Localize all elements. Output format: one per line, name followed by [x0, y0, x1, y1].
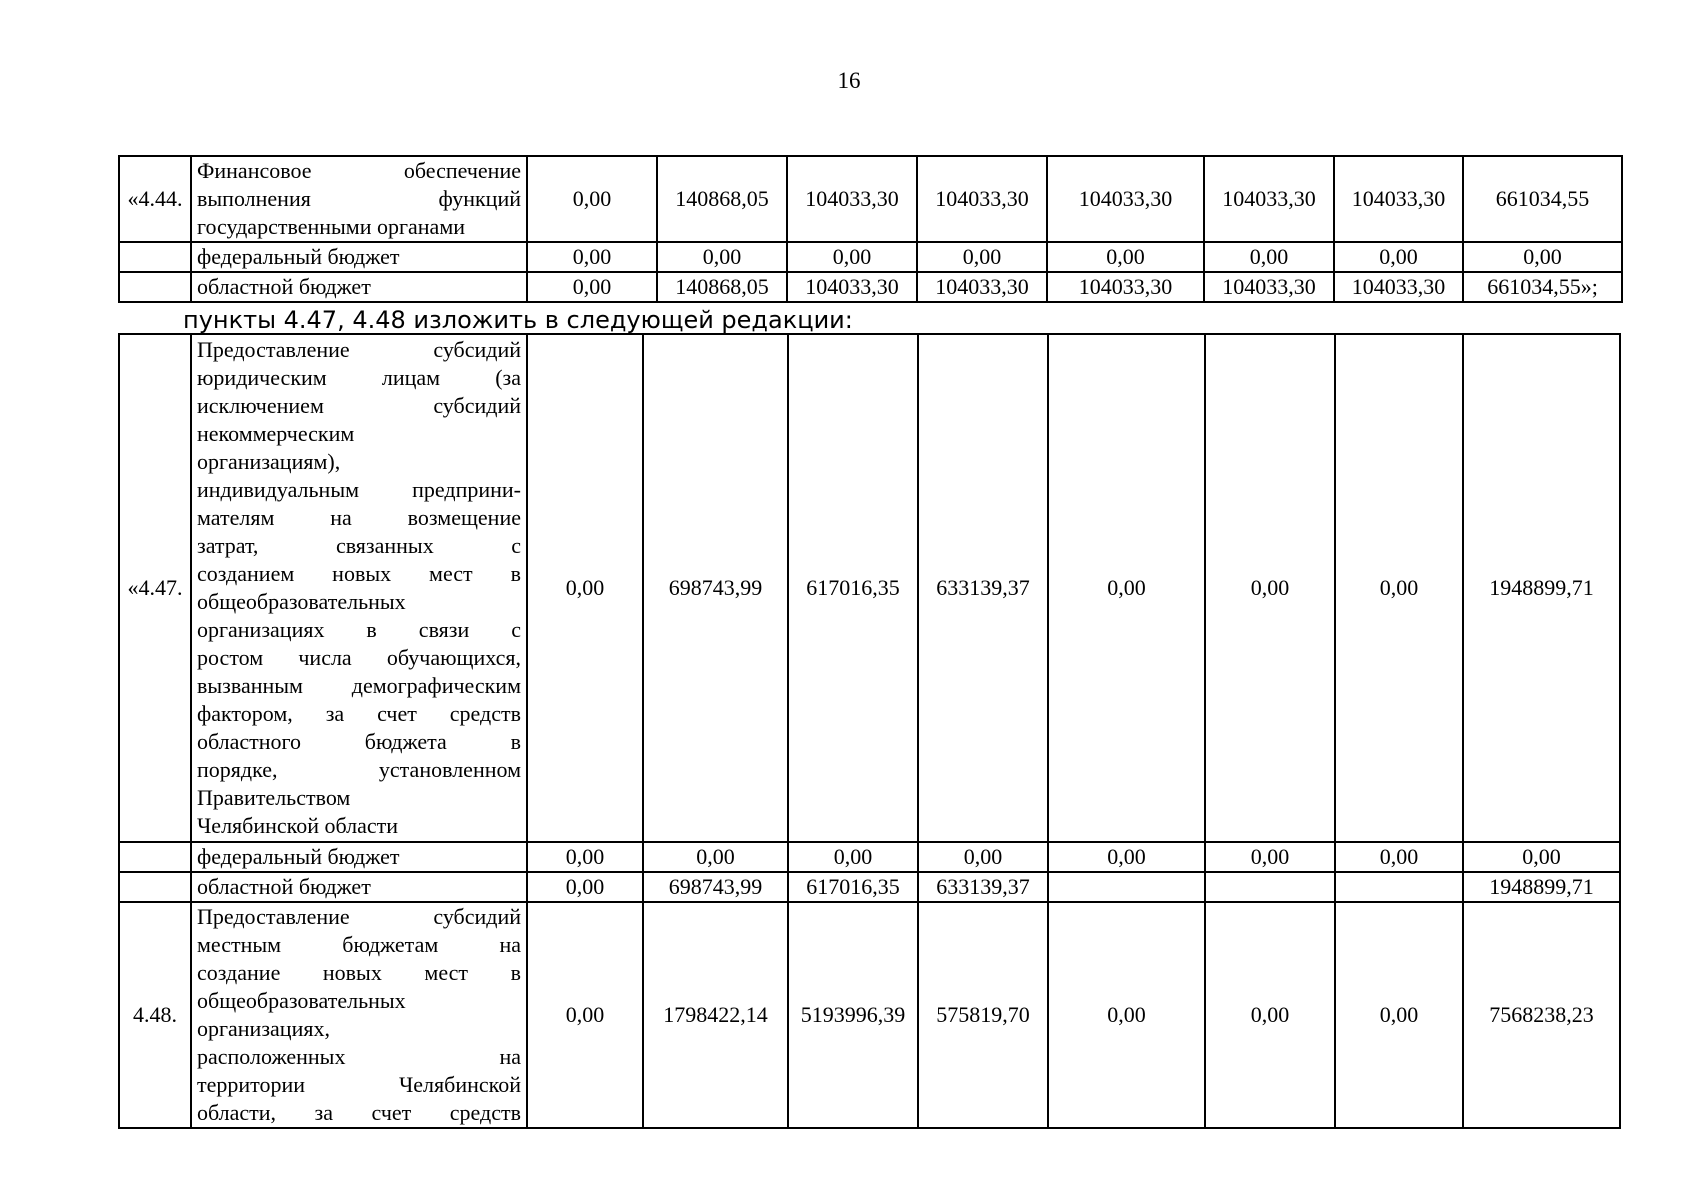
value-cell: 104033,30: [1334, 272, 1463, 302]
value-cell: 7568238,23: [1463, 902, 1620, 1128]
empty-code-cell: [119, 242, 191, 272]
value-cell: 0,00: [1334, 242, 1463, 272]
value-cell: 1948899,71: [1463, 334, 1620, 842]
value-cell: 104033,30: [787, 156, 917, 242]
page-number: 16: [837, 68, 861, 93]
table-row: [119, 842, 1620, 872]
value-cell: 104033,30: [1204, 156, 1334, 242]
empty-code-cell: [119, 872, 191, 902]
value-cell: 140868,05: [657, 156, 787, 242]
value-cell: 0,00: [527, 156, 657, 242]
value-cell: 0,00: [1463, 842, 1620, 872]
value-cell: 617016,35: [788, 334, 918, 842]
empty-code-cell: [119, 842, 191, 872]
value-cell: 104033,30: [917, 156, 1047, 242]
item-description: Предоставление субсидий юридическим лицам (за исключением субсидий некоммерческим организациям), индивидуальным предприни- мателям на возмещение затрат, связанных с созданием новых мест в общеобразовательных организациях в связи с ростом числа обучающихся, вызванным демографическим фактором, за счет средств областного бюджета в порядке, установленном Правительством Челябинской области: [191, 334, 527, 842]
item-description: Предоставление субсидий местным бюджетам на создание новых мест в общеобразовательных организациях, расположенных на территории Челябинской области, за счет средств: [191, 902, 527, 1128]
value-cell: 0,00: [1335, 334, 1463, 842]
value-cell: 698743,99: [643, 872, 788, 902]
value-cell: 0,00: [1205, 902, 1335, 1128]
value-cell: 0,00: [527, 272, 657, 302]
value-cell: 1948899,71: [1463, 872, 1620, 902]
value-cell: 104033,30: [1047, 272, 1204, 302]
value-cell: 575819,70: [918, 902, 1048, 1128]
value-cell: 0,00: [918, 842, 1048, 872]
value-cell: 0,00: [527, 842, 643, 872]
row-label: областной бюджет: [191, 872, 527, 902]
value-cell: 0,00: [527, 902, 643, 1128]
value-cell: 104033,30: [917, 272, 1047, 302]
value-cell: 0,00: [1463, 242, 1622, 272]
value-cell: 104033,30: [1334, 156, 1463, 242]
value-cell: 661034,55»;: [1463, 272, 1622, 302]
table-row: [119, 272, 1622, 302]
value-cell: 0,00: [527, 334, 643, 842]
value-cell: 698743,99: [643, 334, 788, 842]
value-cell: 140868,05: [657, 272, 787, 302]
table-row: [119, 334, 1620, 842]
value-cell: 0,00: [643, 842, 788, 872]
value-cell: 0,00: [1335, 902, 1463, 1128]
value-cell: 0,00: [1048, 842, 1205, 872]
row-label: федеральный бюджет: [191, 242, 527, 272]
value-cell: 0,00: [527, 872, 643, 902]
amendment-note: пункты 4.47, 4.48 изложить в следующей редакции:: [183, 306, 853, 334]
table-item-4-44: [118, 155, 1623, 303]
value-cell: 104033,30: [787, 272, 917, 302]
value-cell: 0,00: [657, 242, 787, 272]
value-cell: 633139,37: [918, 334, 1048, 842]
table-row: [119, 872, 1620, 902]
value-cell: 633139,37: [918, 872, 1048, 902]
value-cell: 0,00: [1205, 842, 1335, 872]
value-cell: 0,00: [788, 842, 918, 872]
value-cell: [1335, 872, 1463, 902]
value-cell: 0,00: [1048, 902, 1205, 1128]
row-label: федеральный бюджет: [191, 842, 527, 872]
value-cell: 104033,30: [1047, 156, 1204, 242]
value-cell: 0,00: [1205, 334, 1335, 842]
row-label: областной бюджет: [191, 272, 527, 302]
value-cell: 0,00: [527, 242, 657, 272]
value-cell: 0,00: [1335, 842, 1463, 872]
value-cell: 0,00: [917, 242, 1047, 272]
value-cell: 617016,35: [788, 872, 918, 902]
value-cell: 0,00: [787, 242, 917, 272]
table-row: [119, 902, 1620, 1128]
item-code: 4.48.: [119, 902, 191, 1128]
value-cell: 0,00: [1204, 242, 1334, 272]
item-description: Финансовое обеспечение выполнения функций государственными органами: [191, 156, 527, 242]
empty-code-cell: [119, 272, 191, 302]
value-cell: 0,00: [1047, 242, 1204, 272]
value-cell: [1048, 872, 1205, 902]
value-cell: 0,00: [1048, 334, 1205, 842]
value-cell: 104033,30: [1204, 272, 1334, 302]
table-items-4-47-4-48: [118, 333, 1621, 1129]
value-cell: 1798422,14: [643, 902, 788, 1128]
table-row: [119, 242, 1622, 272]
value-cell: 661034,55: [1463, 156, 1622, 242]
item-code: «4.47.: [119, 334, 191, 842]
value-cell: [1205, 872, 1335, 902]
table-row: [119, 156, 1622, 242]
value-cell: 5193996,39: [788, 902, 918, 1128]
item-code: «4.44.: [119, 156, 191, 242]
